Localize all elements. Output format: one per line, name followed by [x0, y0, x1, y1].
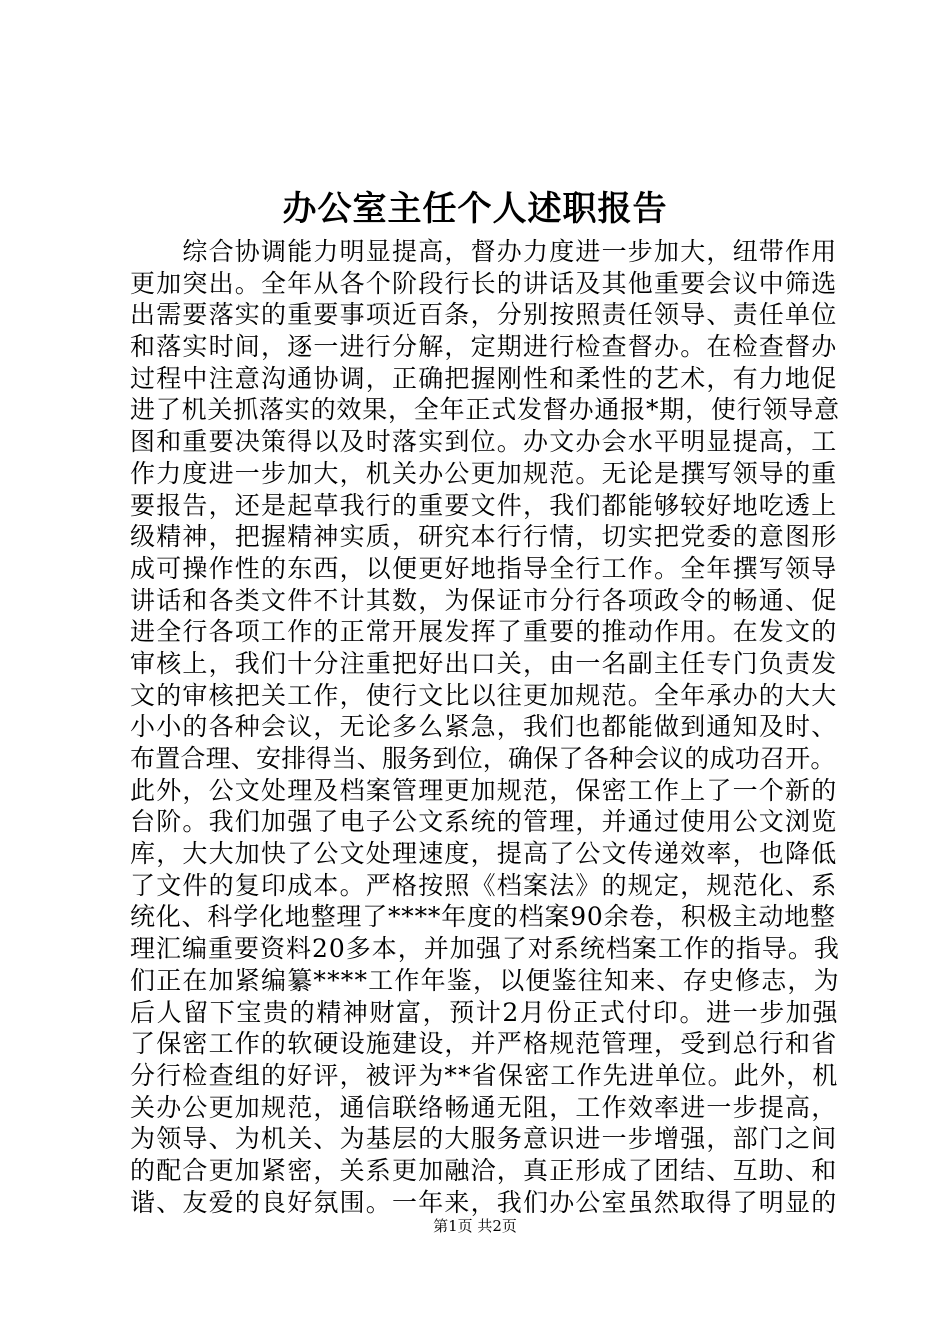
body-line: 为领导、为机关、为基层的大服务意识进一步增强，部门之间: [130, 1124, 838, 1154]
body-line: 讲话和各类文件不计其数，为保证市分行各项政令的畅通、促: [130, 585, 838, 615]
body-line: 了文件的复印成本。严格按照《档案法》的规定，规范化、系: [130, 870, 838, 900]
body-line: 要报告，还是起草我行的重要文件，我们都能够较好地吃透上: [130, 490, 838, 520]
body-line: 理汇编重要资料20多本，并加强了对系统档案工作的指导。我: [130, 934, 840, 964]
page-number-footer: 第1页 共2页: [433, 1217, 517, 1235]
body-line: 文的审核把关工作，使行文比以往更加规范。全年承办的大大: [130, 680, 838, 710]
body-line: 小小的各种会议，无论多么紧急，我们也都能做到通知及时、: [130, 712, 838, 742]
body-line: 们正在加紧编纂****工作年鉴，以便鉴往知来、存史修志，为: [130, 965, 840, 995]
body-line: 此外，公文处理及档案管理更加规范，保密工作上了一个新的: [130, 775, 838, 805]
body-line: 关办公更加规范，通信联络畅通无阻，工作效率进一步提高，: [130, 1092, 838, 1122]
body-line: 综合协调能力明显提高，督办力度进一步加大，纽带作用: [130, 237, 838, 266]
body-line: 审核上，我们十分注重把好出口关，由一名副主任专门负责发: [130, 648, 838, 678]
body-line: 作力度进一步加大，机关办公更加规范。无论是撰写领导的重: [130, 458, 838, 488]
document-title: 办公室主任个人述职报告: [282, 189, 668, 229]
body-line: 谐、友爱的良好氛围。一年来，我们办公室虽然取得了明显的: [130, 1187, 838, 1217]
body-line: 库，大大加快了公文处理速度，提高了公文传递效率，也降低: [130, 839, 838, 869]
body-line: 台阶。我们加强了电子公文系统的管理，并通过使用公文浏览: [130, 807, 838, 837]
body-line: 的配合更加紧密，关系更加融洽，真正形成了团结、互助、和: [130, 1155, 838, 1185]
body-line: 更加突出。全年从各个阶段行长的讲话及其他重要会议中筛选: [130, 268, 838, 298]
body-line: 和落实时间，逐一进行分解，定期进行检查督办。在检查督办: [130, 332, 838, 362]
body-line: 了保密工作的软硬设施建设，并严格规范管理，受到总行和省: [130, 1029, 838, 1059]
body-line: 进全行各项工作的正常开展发挥了重要的推动作用。在发文的: [130, 617, 838, 647]
body-line: 过程中注意沟通协调，正确把握刚性和柔性的艺术，有力地促: [130, 363, 838, 393]
body-line: 级精神，把握精神实质，研究本行行情，切实把党委的意图形: [130, 522, 838, 552]
body-line: 统化、科学化地整理了****年度的档案90余卷，积极主动地整: [130, 902, 836, 932]
body-line: 布置合理、安排得当、服务到位，确保了各种会议的成功召开。: [130, 744, 836, 773]
document-body: [130, 236, 840, 1218]
body-line: 出需要落实的重要事项近百条，分别按照责任领导、责任单位: [130, 300, 838, 330]
body-line: 进了机关抓落实的效果，全年正式发督办通报*期，使行领导意: [130, 395, 840, 425]
body-line: 成可操作性的东西，以便更好地指导全行工作。全年撰写领导: [130, 553, 838, 583]
body-line: 分行检查组的好评，被评为**省保密工作先进单位。此外，机: [130, 1060, 839, 1090]
body-line: 后人留下宝贵的精神财富，预计2月份正式付印。进一步加强: [130, 997, 840, 1027]
body-line: 图和重要决策得以及时落实到位。办文办会水平明显提高，工: [130, 427, 838, 457]
